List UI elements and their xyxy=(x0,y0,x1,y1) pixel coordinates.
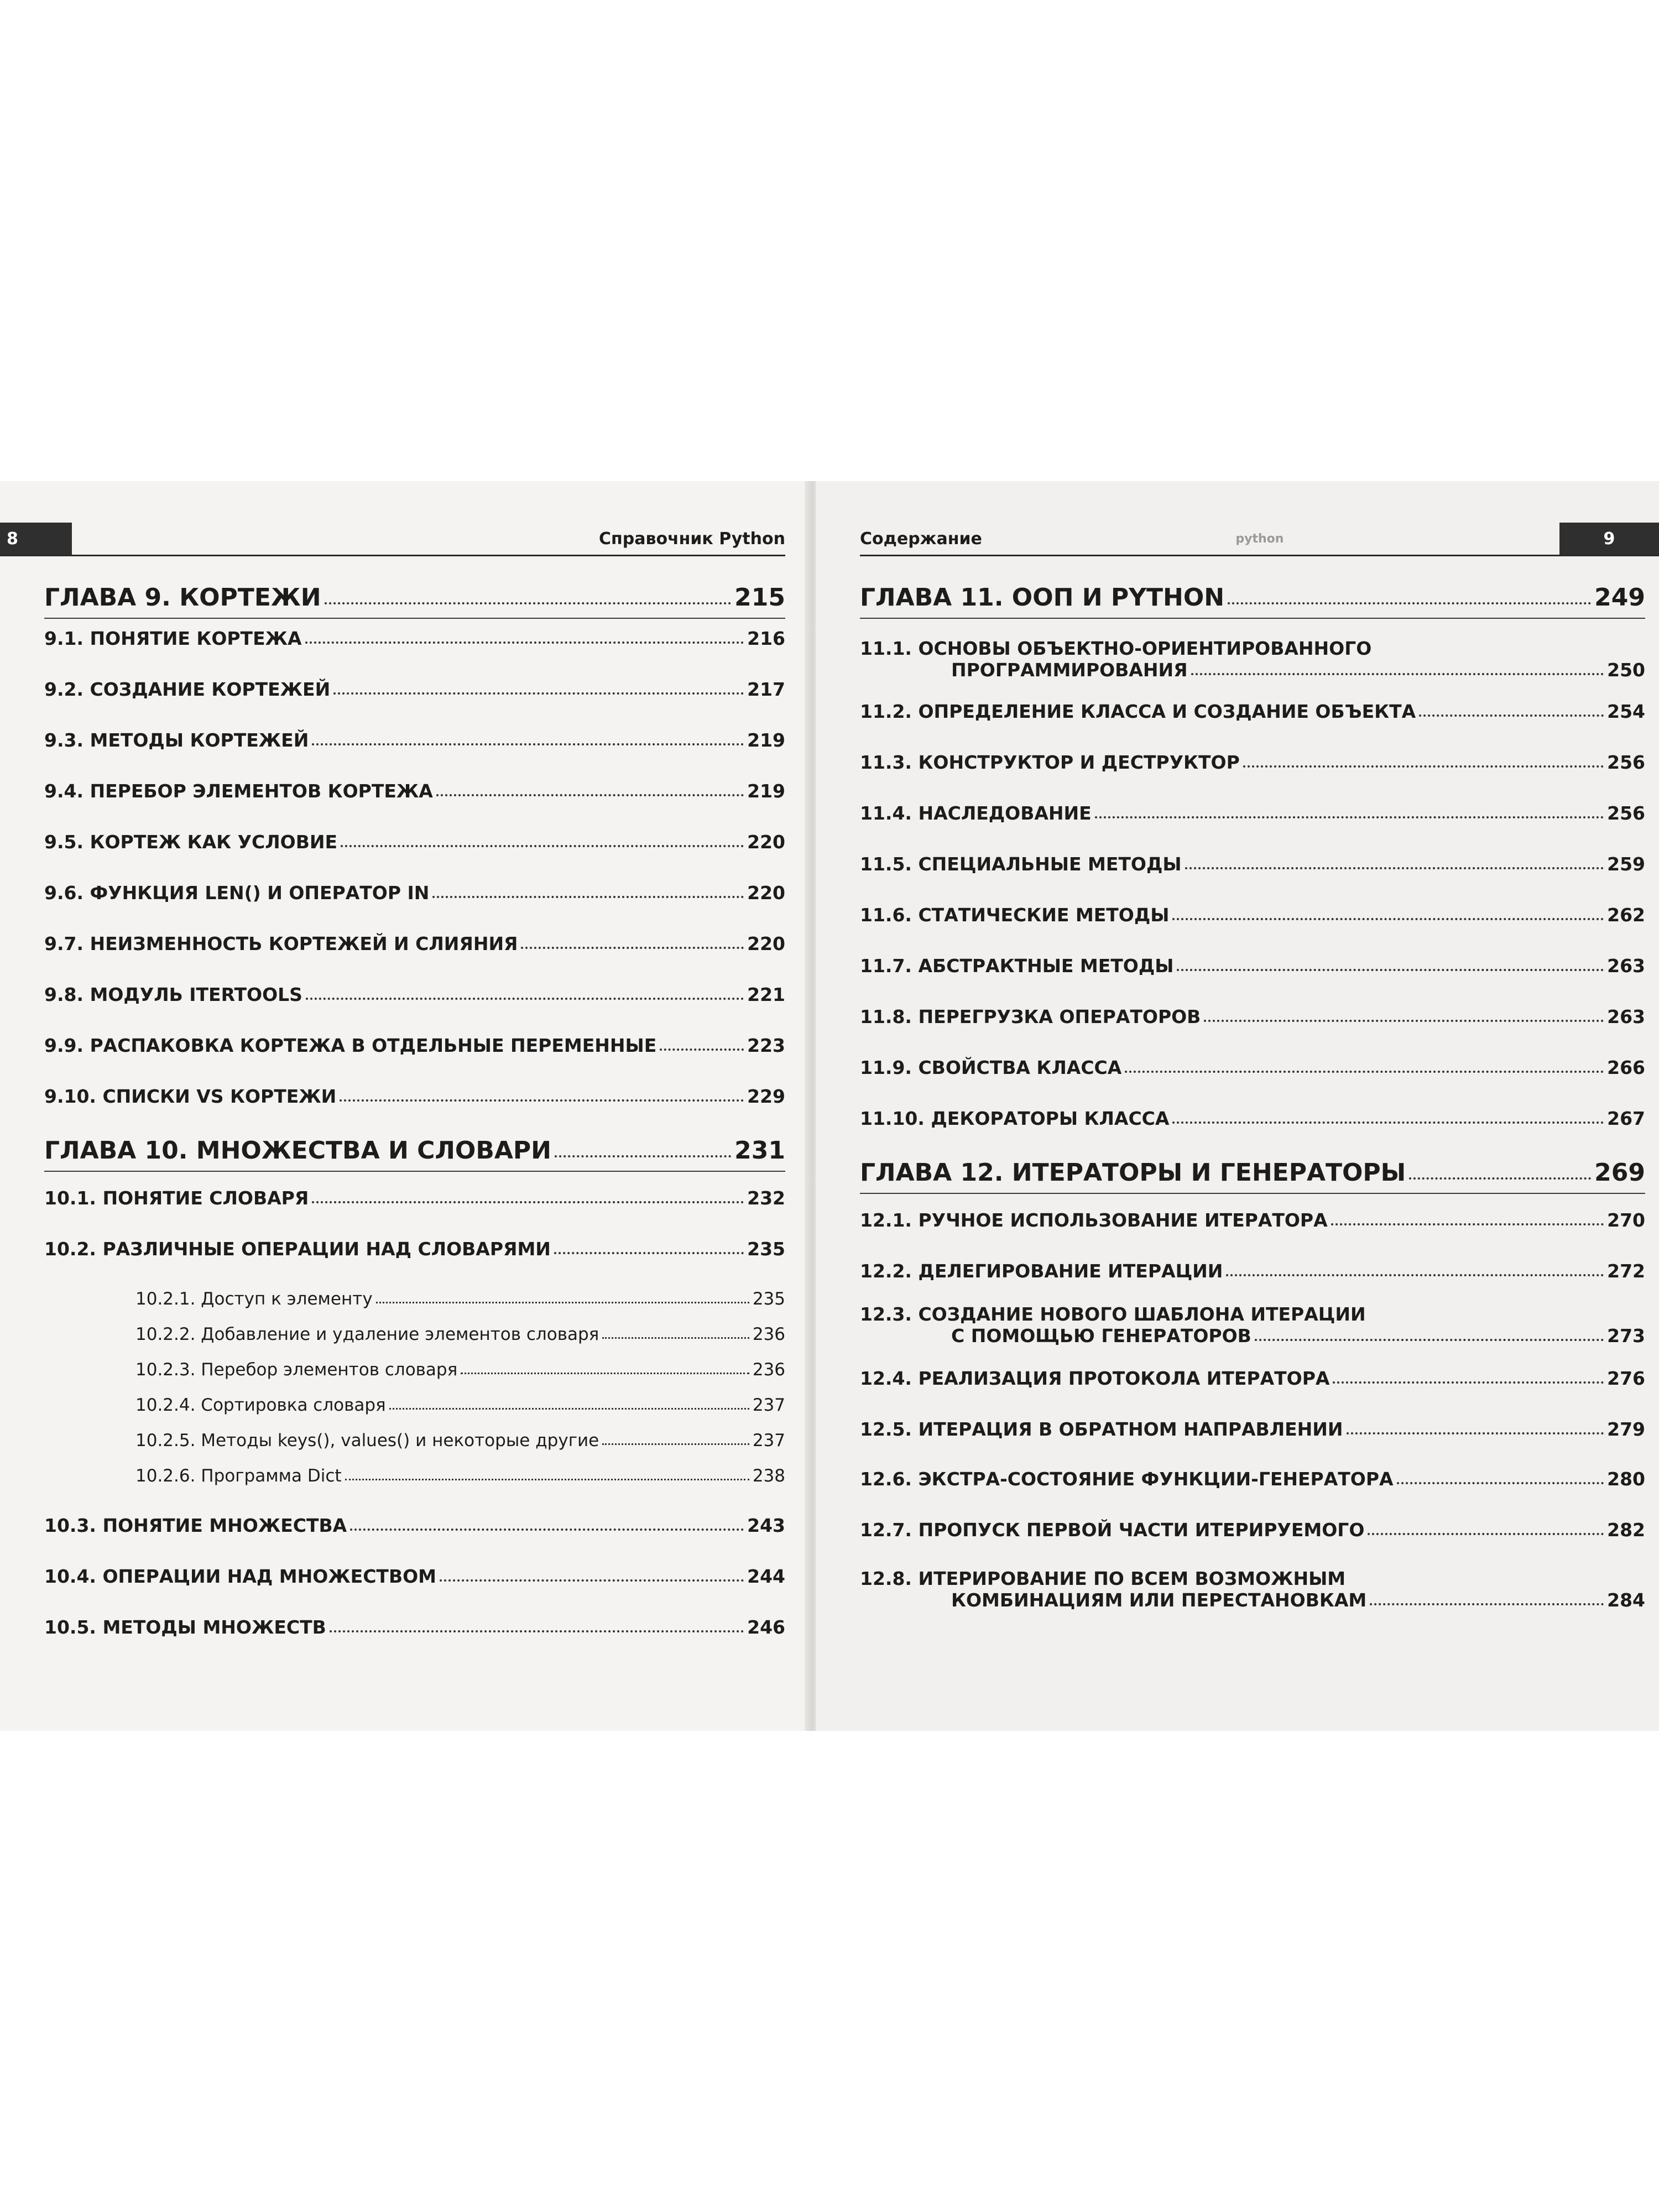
toc-page-number: 249 xyxy=(1594,583,1645,612)
dot-leader xyxy=(340,1089,744,1101)
toc-section xyxy=(44,1616,785,1638)
toc-entry-title: 11.3. КОНСТРУКТОР И ДЕСТРУКТОР xyxy=(860,752,1240,773)
dot-leader xyxy=(1333,1371,1604,1383)
dot-leader xyxy=(341,834,744,847)
toc-section xyxy=(44,933,785,954)
page-number: 8 xyxy=(7,529,18,549)
toc-entry-title: 12.1. РУЧНОЕ ИСПОЛЬЗОВАНИЕ ИТЕРАТОРА xyxy=(860,1209,1328,1231)
toc-entry-continuation xyxy=(860,659,1645,681)
dot-leader xyxy=(554,1241,744,1254)
running-header-right xyxy=(860,523,1659,556)
toc-entry-title: ГЛАВА 10. МНОЖЕСТВА И СЛОВАРИ xyxy=(44,1136,551,1165)
toc-entry-title: 11.9. СВОЙСТВА КЛАССА xyxy=(860,1057,1122,1078)
toc-page-number: 217 xyxy=(747,679,785,700)
toc-page-number: 284 xyxy=(1607,1589,1645,1611)
toc-page-number: 270 xyxy=(1607,1209,1645,1231)
dot-leader xyxy=(440,1569,744,1581)
dot-leader xyxy=(312,733,744,745)
toc-entry-title: 9.6. ФУНКЦИЯ LEN() И ОПЕРАТОР IN xyxy=(44,882,430,904)
toc-page-number: 272 xyxy=(1607,1260,1645,1282)
toc-entry-title: 12.2. ДЕЛЕГИРОВАНИЕ ИТЕРАЦИИ xyxy=(860,1260,1223,1282)
toc-entry-title-cont: КОМБИНАЦИЯМ ИЛИ ПЕРЕСТАНОВКАМ xyxy=(951,1589,1367,1611)
toc-page-number: 263 xyxy=(1607,1006,1645,1027)
dot-leader xyxy=(660,1038,744,1050)
dot-leader xyxy=(1331,1213,1604,1225)
toc-page-number: 256 xyxy=(1607,752,1645,773)
page-number-box xyxy=(1559,523,1659,555)
toc-entry-title: 9.1. ПОНЯТИЕ КОРТЕЖА xyxy=(44,628,302,649)
toc-section xyxy=(44,831,785,853)
dot-leader xyxy=(1368,1522,1604,1535)
dot-leader xyxy=(1204,1009,1604,1021)
toc-entry-title: 10.2.3. Перебор элементов словаря xyxy=(135,1360,458,1380)
dot-leader xyxy=(345,1469,749,1480)
toc-page-number: 269 xyxy=(1594,1159,1645,1187)
dot-leader xyxy=(312,1191,744,1203)
toc-page-number: 276 xyxy=(1607,1368,1645,1389)
dot-leader xyxy=(1255,1328,1604,1340)
dot-leader xyxy=(1226,1264,1604,1276)
toc-page-number: 282 xyxy=(1607,1519,1645,1541)
page-number-box xyxy=(0,523,72,555)
toc-section xyxy=(860,701,1645,722)
toc-entry-title: 11.7. АБСТРАКТНЫЕ МЕТОДЫ xyxy=(860,955,1174,977)
dot-leader xyxy=(602,1328,749,1339)
toc-entry-title: 10.2. РАЗЛИЧНЫЕ ОПЕРАЦИИ НАД СЛОВАРЯМИ xyxy=(44,1238,551,1260)
toc-section xyxy=(860,1368,1645,1389)
dot-leader xyxy=(461,1363,749,1374)
toc-page-number: 220 xyxy=(747,831,785,853)
dot-leader xyxy=(1397,1472,1604,1484)
toc-section xyxy=(860,1057,1645,1078)
toc-entry-title: 10.2.1. Доступ к элементу xyxy=(135,1289,373,1309)
dot-leader xyxy=(1125,1060,1604,1072)
toc-subsection xyxy=(44,1466,785,1486)
toc-subsection xyxy=(44,1431,785,1451)
toc-entry-title: 9.7. НЕИЗМЕННОСТЬ КОРТЕЖЕЙ И СЛИЯНИЯ xyxy=(44,933,518,954)
toc-section xyxy=(44,1566,785,1587)
toc-entry-title: 10.1. ПОНЯТИЕ СЛОВАРЯ xyxy=(44,1187,309,1209)
toc-entry-title: 11.4. НАСЛЕДОВАНИЕ xyxy=(860,802,1092,824)
dot-leader xyxy=(555,1141,731,1157)
toc-entry-title: 10.5. МЕТОДЫ МНОЖЕСТВ xyxy=(44,1616,326,1638)
toc-entry-continuation xyxy=(860,1589,1645,1611)
toc-entry-title: 11.2. ОПРЕДЕЛЕНИЕ КЛАССА И СОЗДАНИЕ ОБЪЕКТА xyxy=(860,701,1416,722)
dot-leader xyxy=(376,1292,749,1303)
dot-leader xyxy=(1419,704,1604,716)
toc-page-number: 215 xyxy=(734,583,785,612)
dot-leader xyxy=(306,987,744,999)
toc-entry-title-cont: С ПОМОЩЬЮ ГЕНЕРАТОРОВ xyxy=(951,1325,1251,1347)
toc-page-number: 250 xyxy=(1607,659,1645,681)
dot-leader xyxy=(1228,588,1591,604)
toc-subsection xyxy=(44,1289,785,1309)
toc-page-number: 221 xyxy=(747,984,785,1005)
toc-entry xyxy=(860,1568,1645,1611)
toc-page-number: 267 xyxy=(1607,1108,1645,1129)
toc-entry-title: 12.3. СОЗДАНИЕ НОВОГО ШАБЛОНА ИТЕРАЦИИ xyxy=(860,1303,1366,1325)
toc-chapter xyxy=(44,1136,785,1165)
toc-entry-title: 9.8. МОДУЛЬ ITERTOOLS xyxy=(44,984,302,1005)
toc-chapter xyxy=(860,1159,1645,1187)
toc-section xyxy=(860,802,1645,824)
toc-section xyxy=(44,1238,785,1260)
dot-leader xyxy=(325,588,732,604)
toc-entry-title: 10.2.6. Программа Dict xyxy=(135,1466,342,1486)
toc-section xyxy=(860,1468,1645,1490)
toc-page-number: 229 xyxy=(747,1086,785,1107)
toc-entry-title: 9.9. РАСПАКОВКА КОРТЕЖА В ОТДЕЛЬНЫЕ ПЕРЕМЕННЫЕ xyxy=(44,1035,657,1056)
toc-entry-title: 10.3. ПОНЯТИЕ МНОЖЕСТВА xyxy=(44,1515,347,1536)
running-title: Справочник Python xyxy=(599,529,785,549)
toc-page-number: 238 xyxy=(752,1466,785,1486)
toc-entry-title: 9.10. СПИСКИ VS КОРТЕЖИ xyxy=(44,1086,337,1107)
dot-leader xyxy=(1185,857,1604,869)
toc-section xyxy=(44,780,785,802)
dot-leader xyxy=(1243,755,1604,767)
toc-section xyxy=(44,729,785,751)
dot-leader xyxy=(305,631,744,643)
toc-page-number: 280 xyxy=(1607,1468,1645,1490)
toc-section xyxy=(860,1519,1645,1541)
toc-section xyxy=(44,984,785,1005)
toc-page-number: 273 xyxy=(1607,1325,1645,1347)
toc-page-number: 236 xyxy=(752,1360,785,1380)
toc-entry-title: 10.2.4. Сортировка словаря xyxy=(135,1395,386,1415)
toc-section xyxy=(860,955,1645,977)
toc-page-number: 231 xyxy=(734,1136,785,1165)
toc-page-number: 237 xyxy=(752,1431,785,1451)
toc-section xyxy=(860,853,1645,875)
toc-entry-title: 12.7. ПРОПУСК ПЕРВОЙ ЧАСТИ ИТЕРИРУЕМОГО xyxy=(860,1519,1365,1541)
dot-leader xyxy=(1172,907,1604,920)
dot-leader xyxy=(436,784,744,796)
dot-leader xyxy=(1370,1593,1604,1605)
toc-entry-title: 11.10. ДЕКОРАТОРЫ КЛАССА xyxy=(860,1108,1170,1129)
dot-leader xyxy=(333,682,744,694)
toc-entry-title: 11.6. СТАТИЧЕСКИЕ МЕТОДЫ xyxy=(860,904,1170,926)
toc-entry-continuation xyxy=(860,1325,1645,1347)
toc-section xyxy=(44,1187,785,1209)
toc-page-number: 256 xyxy=(1607,802,1645,824)
toc-page-number: 219 xyxy=(747,780,785,802)
toc-section xyxy=(44,1035,785,1056)
python-logo-icon: python xyxy=(1235,531,1284,546)
toc-page-number: 254 xyxy=(1607,701,1645,722)
toc-entry-title: 11.1. ОСНОВЫ ОБЪЕКТНО-ОРИЕНТИРОВАННОГО xyxy=(860,638,1372,659)
toc-entry-title: ГЛАВА 9. КОРТЕЖИ xyxy=(44,583,321,612)
toc-entry-title-cont: ПРОГРАММИРОВАНИЯ xyxy=(951,659,1188,681)
toc-page-number: 220 xyxy=(747,933,785,954)
dot-leader xyxy=(1347,1422,1604,1434)
toc-section xyxy=(860,1260,1645,1282)
running-header-left xyxy=(0,523,785,556)
toc-entry-title: 11.5. СПЕЦИАЛЬНЫЕ МЕТОДЫ xyxy=(860,853,1182,875)
toc-entry-title: 9.3. МЕТОДЫ КОРТЕЖЕЙ xyxy=(44,729,309,751)
dot-leader xyxy=(1095,806,1604,818)
toc-section xyxy=(860,752,1645,773)
chapter-rule xyxy=(860,1193,1645,1194)
toc-entry-title: 12.5. ИТЕРАЦИЯ В ОБРАТНОМ НАПРАВЛЕНИИ xyxy=(860,1418,1343,1440)
dot-leader xyxy=(432,885,744,898)
toc-entry-title: 9.2. СОЗДАНИЕ КОРТЕЖЕЙ xyxy=(44,679,331,700)
dot-leader xyxy=(350,1518,744,1530)
toc-page-number: 220 xyxy=(747,882,785,904)
toc-subsection xyxy=(44,1395,785,1415)
toc-section xyxy=(860,1418,1645,1440)
toc-section xyxy=(44,679,785,700)
toc-page-number: 216 xyxy=(747,628,785,649)
toc-section xyxy=(44,882,785,904)
dot-leader xyxy=(1191,662,1604,675)
toc-entry-title: 12.6. ЭКСТРА-СОСТОЯНИЕ ФУНКЦИИ-ГЕНЕРАТОРА xyxy=(860,1468,1394,1490)
toc-page-number: 246 xyxy=(747,1616,785,1638)
toc-section xyxy=(860,904,1645,926)
toc-page-number: 262 xyxy=(1607,904,1645,926)
toc-entry xyxy=(860,638,1645,681)
toc-page-number: 243 xyxy=(747,1515,785,1536)
toc-page-number: 259 xyxy=(1607,853,1645,875)
toc-entry-title: 12.8. ИТЕРИРОВАНИЕ ПО ВСЕМ ВОЗМОЖНЫМ xyxy=(860,1568,1346,1589)
right-page xyxy=(816,481,1659,1731)
toc-entry-title: 11.8. ПЕРЕГРУЗКА ОПЕРАТОРОВ xyxy=(860,1006,1201,1027)
toc-page-number: 266 xyxy=(1607,1057,1645,1078)
toc-chapter xyxy=(860,583,1645,612)
page-number: 9 xyxy=(1603,529,1615,549)
dot-leader xyxy=(602,1434,749,1445)
toc-entry-title: 12.4. РЕАЛИЗАЦИЯ ПРОТОКОЛА ИТЕРАТОРА xyxy=(860,1368,1330,1389)
toc-entry-title: 9.5. КОРТЕЖ КАК УСЛОВИЕ xyxy=(44,831,338,853)
running-title: Содержание xyxy=(860,529,982,549)
toc-page-number: 263 xyxy=(1607,955,1645,977)
toc-page-number: 232 xyxy=(747,1187,785,1209)
toc-entry-title: 9.4. ПЕРЕБОР ЭЛЕМЕНТОВ КОРТЕЖА xyxy=(44,780,433,802)
dot-leader xyxy=(521,936,744,948)
toc-entry-title: 10.2.2. Добавление и удаление элементов словаря xyxy=(135,1324,599,1344)
toc-page-number: 219 xyxy=(747,729,785,751)
toc-page-number: 235 xyxy=(747,1238,785,1260)
toc-page-number: 244 xyxy=(747,1566,785,1587)
left-page xyxy=(0,481,807,1731)
toc-section xyxy=(44,1086,785,1107)
toc-page-number: 237 xyxy=(752,1395,785,1415)
toc-section xyxy=(860,1108,1645,1129)
toc-entry xyxy=(860,1303,1645,1347)
dot-leader xyxy=(1172,1111,1604,1123)
toc-entry-title: 10.2.5. Методы keys(), values() и некоторые другие xyxy=(135,1431,599,1451)
toc-entry-title: ГЛАВА 11. ООП И PYTHON xyxy=(860,583,1225,612)
chapter-rule xyxy=(860,618,1645,619)
toc-page-number: 236 xyxy=(752,1324,785,1344)
dot-leader xyxy=(1177,958,1604,971)
toc-page-number: 223 xyxy=(747,1035,785,1056)
toc-section xyxy=(44,628,785,649)
toc-section xyxy=(860,1209,1645,1231)
toc-section xyxy=(44,1515,785,1536)
toc-page-number: 279 xyxy=(1607,1418,1645,1440)
dot-leader xyxy=(1409,1164,1591,1179)
toc-page-number: 235 xyxy=(752,1289,785,1309)
dot-leader xyxy=(389,1399,749,1410)
chapter-rule xyxy=(44,1171,785,1172)
toc-entry-title: ГЛАВА 12. ИТЕРАТОРЫ И ГЕНЕРАТОРЫ xyxy=(860,1159,1406,1187)
toc-chapter xyxy=(44,583,785,612)
toc-subsection xyxy=(44,1360,785,1380)
dot-leader xyxy=(330,1620,744,1632)
toc-subsection xyxy=(44,1324,785,1344)
toc-entry-title: 10.4. ОПЕРАЦИИ НАД МНОЖЕСТВОМ xyxy=(44,1566,436,1587)
chapter-rule xyxy=(44,618,785,619)
toc-section xyxy=(860,1006,1645,1027)
